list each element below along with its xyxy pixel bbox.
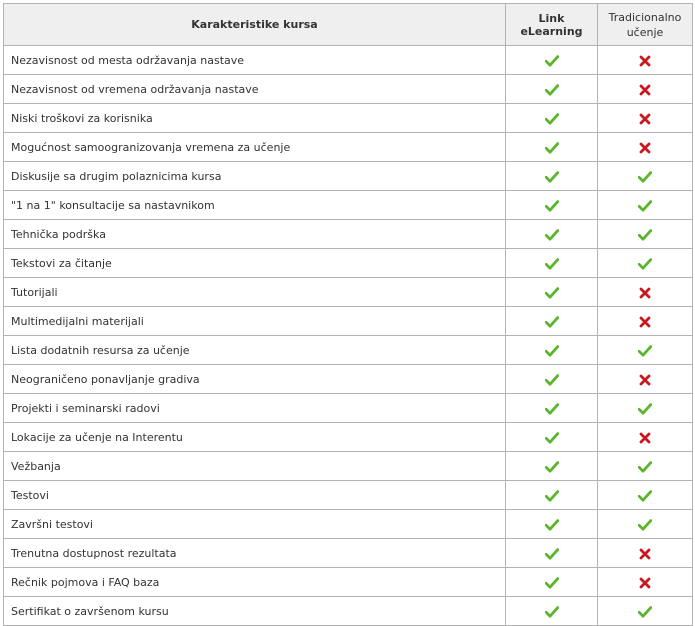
table-body [4, 46, 693, 626]
traditional-cell [598, 510, 693, 539]
header-row [4, 4, 693, 46]
check-icon [638, 228, 652, 241]
elearning-cell [506, 191, 598, 220]
check-icon [545, 83, 559, 96]
table-row [4, 162, 693, 191]
feature-cell: Tehnička podrška [4, 220, 506, 249]
feature-cell: Neograničeno ponavljanje gradiva [4, 365, 506, 394]
elearning-cell [506, 365, 598, 394]
cross-icon [639, 286, 651, 299]
elearning-cell [506, 249, 598, 278]
table-row [4, 394, 693, 423]
elearning-cell [506, 220, 598, 249]
check-icon [638, 460, 652, 473]
feature-cell: Završni testovi [4, 510, 506, 539]
elearning-cell [506, 278, 598, 307]
traditional-cell [598, 278, 693, 307]
header-traditional-line2: učenje [626, 25, 664, 39]
check-icon [545, 402, 559, 415]
table-row [4, 278, 693, 307]
feature-cell: Lokacije za učenje na Interentu [4, 423, 506, 452]
traditional-cell [598, 162, 693, 191]
feature-cell: Projekti i seminarski radovi [4, 394, 506, 423]
feature-cell: Multimedijalni materijali [4, 307, 506, 336]
elearning-cell [506, 75, 598, 104]
check-icon [545, 141, 559, 154]
cross-icon [639, 315, 651, 328]
table-row [4, 597, 693, 626]
check-icon [545, 170, 559, 183]
table-row [4, 249, 693, 278]
table-row [4, 46, 693, 75]
traditional-cell [598, 481, 693, 510]
check-icon [638, 199, 652, 212]
elearning-cell [506, 539, 598, 568]
traditional-cell [598, 220, 693, 249]
table-row [4, 539, 693, 568]
traditional-cell [598, 394, 693, 423]
traditional-cell [598, 597, 693, 626]
traditional-cell [598, 423, 693, 452]
cross-icon [639, 547, 651, 560]
traditional-cell [598, 191, 693, 220]
traditional-cell [598, 46, 693, 75]
header-elearning: Link eLearning [506, 4, 598, 46]
check-icon [545, 576, 559, 589]
check-icon [545, 373, 559, 386]
elearning-cell [506, 510, 598, 539]
check-icon [545, 605, 559, 618]
check-icon [545, 518, 559, 531]
check-icon [545, 431, 559, 444]
check-icon [545, 315, 559, 328]
elearning-cell [506, 104, 598, 133]
table-row [4, 104, 693, 133]
check-icon [545, 286, 559, 299]
elearning-cell [506, 46, 598, 75]
check-icon [638, 344, 652, 357]
elearning-cell [506, 394, 598, 423]
feature-cell: Testovi [4, 481, 506, 510]
traditional-cell [598, 307, 693, 336]
feature-cell: Nezavisnost od vremena održavanja nastave [4, 75, 506, 104]
feature-cell: Niski troškovi za korisnika [4, 104, 506, 133]
feature-cell: Rečnik pojmova i FAQ baza [4, 568, 506, 597]
traditional-cell [598, 452, 693, 481]
elearning-cell [506, 423, 598, 452]
elearning-cell [506, 307, 598, 336]
table-row [4, 423, 693, 452]
elearning-cell [506, 452, 598, 481]
feature-cell: Nezavisnost od mesta održavanja nastave [4, 46, 506, 75]
check-icon [545, 54, 559, 67]
check-icon [638, 170, 652, 183]
elearning-cell [506, 597, 598, 626]
check-icon [638, 489, 652, 502]
feature-cell: Mogućnost samoogranizovanja vremena za učenje [4, 133, 506, 162]
traditional-cell [598, 249, 693, 278]
traditional-cell [598, 336, 693, 365]
check-icon [545, 199, 559, 212]
feature-cell: "1 na 1" konsultacije sa nastavnikom [4, 191, 506, 220]
traditional-cell [598, 539, 693, 568]
table-row [4, 336, 693, 365]
elearning-cell [506, 162, 598, 191]
table-row [4, 307, 693, 336]
traditional-cell [598, 365, 693, 394]
check-icon [638, 257, 652, 270]
table-row [4, 220, 693, 249]
elearning-cell [506, 568, 598, 597]
check-icon [545, 489, 559, 502]
header-traditional-line1: Tradicionalno [608, 10, 682, 24]
check-icon [638, 605, 652, 618]
cross-icon [639, 576, 651, 589]
cross-icon [639, 112, 651, 125]
table-row [4, 452, 693, 481]
table-row [4, 191, 693, 220]
check-icon [545, 112, 559, 125]
check-icon [545, 460, 559, 473]
check-icon [545, 344, 559, 357]
comparison-table [3, 3, 693, 626]
table-row [4, 75, 693, 104]
feature-cell: Sertifikat o završenom kursu [4, 597, 506, 626]
traditional-cell [598, 75, 693, 104]
table-row [4, 481, 693, 510]
feature-cell: Trenutna dostupnost rezultata [4, 539, 506, 568]
table-row [4, 568, 693, 597]
check-icon [638, 518, 652, 531]
traditional-cell [598, 133, 693, 162]
elearning-cell [506, 481, 598, 510]
cross-icon [639, 83, 651, 96]
table-row [4, 510, 693, 539]
elearning-cell [506, 336, 598, 365]
feature-cell: Vežbanja [4, 452, 506, 481]
header-traditional [598, 4, 693, 46]
check-icon [545, 257, 559, 270]
check-icon [545, 228, 559, 241]
header-feature: Karakteristike kursa [4, 4, 506, 46]
cross-icon [639, 431, 651, 444]
feature-cell: Diskusije sa drugim polaznicima kursa [4, 162, 506, 191]
cross-icon [639, 54, 651, 67]
elearning-cell [506, 133, 598, 162]
feature-cell: Lista dodatnih resursa za učenje [4, 336, 506, 365]
traditional-cell [598, 104, 693, 133]
table-row [4, 365, 693, 394]
check-icon [638, 402, 652, 415]
check-icon [545, 547, 559, 560]
traditional-cell [598, 568, 693, 597]
cross-icon [639, 141, 651, 154]
feature-cell: Tutorijali [4, 278, 506, 307]
cross-icon [639, 373, 651, 386]
feature-cell: Tekstovi za čitanje [4, 249, 506, 278]
table-row [4, 133, 693, 162]
